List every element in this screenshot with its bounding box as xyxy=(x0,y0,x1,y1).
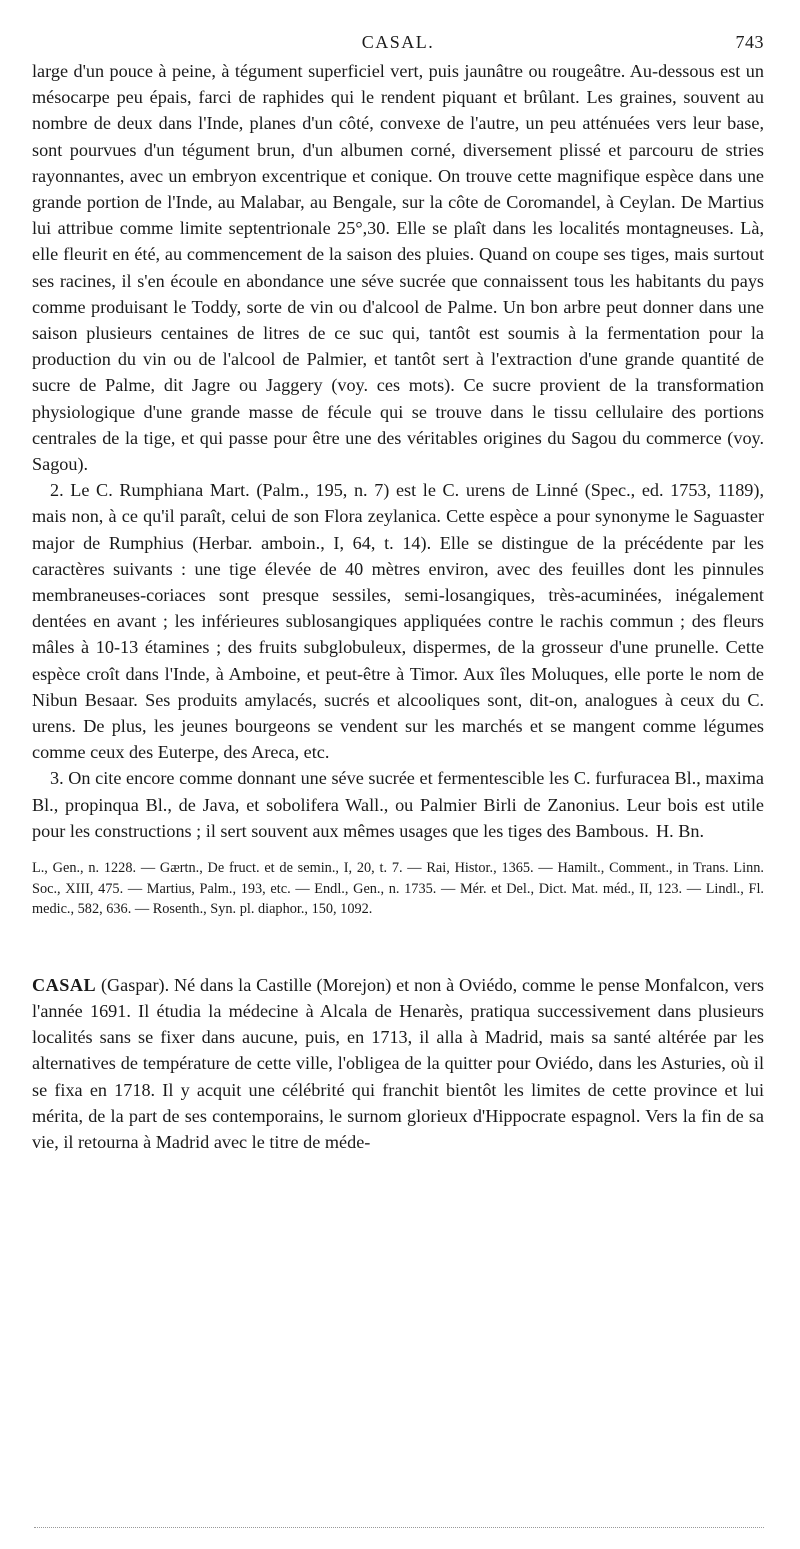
entry-casal xyxy=(32,972,764,1155)
entry-headword: CASAL xyxy=(32,974,97,995)
paragraph-caryota-urens-continued: large d'un pouce à peine, à tégument superficiel vert, puis jaunâtre ou rougeâtre. Au-dessous est un mésocarpe peu épais, farci de raphides qui le rendent piquant et brûlant. Les graines, souvent au nombre de deux dans l'Inde, planes d'un côté, convexe de l'autre, un peu atténuées vers leur base, sont pourvues d'un tégument brun, d'un albumen corné, diversement plissé et parcouru de stries rayonnantes, avec un embryon excentrique et conique. On trouve cette magnifique espèce dans une grande portion de l'Inde, au Malabar, au Bengale, sur la côte de Coromandel, à Ceylan. De Martius lui attribue comme limite septentrionale 25°,30. Elle se plaît dans les localités montagneuses. Là, elle fleurit en été, au commencement de la saison des pluies. Quand on coupe ses tiges, mais surtout ses racines, il s'en écoule en abondance une séve sucrée que connaissent tous les habitants du pays comme produisant le Toddy, sorte de vin ou d'alcool de Palme. Un bon arbre peut donner dans une saison plusieurs centaines de litres de ce suc qui, tantôt est soumis à la fermentation pour la production du vin ou de l'alcool de Palmier, et tantôt sert à l'extraction d'une grande quantité de sucre de Palme, dit Jagre ou Jaggery (voy. ces mots). Ce sucre provient de la transformation physiologique d'une grande masse de fécule qui se trouve dans le tissu cellulaire des portions centrales de la tige, et qui passe pour être une des véritables origines du Sagou du commerce (voy. Sagou). xyxy=(32,61,764,475)
author-signature: H. Bn. xyxy=(656,821,704,842)
entry-body: (Gaspar). Né dans la Castille (Morejon) et non à Oviédo, comme le pense Monfalcon, vers l'année 1691. Il étudia la médecine à Alcala de Henarès, pratiqua successivement dans plusieurs localités sans se fixer dans aucune, puis, en 1713, il alla à Madrid, mais sa santé altérée par les alternatives de température de cette ville, l'obligea de la quitter pour Oviédo, dans les Asturies, où il se fixa en 1718. Il y acquit une célébrité qui franchit bientôt les limites de cette province et lui mérita, de la part de ses contemporains, le surnom glorieux d'Hippocrate espagnol. Vers la fin de sa vie, il retourna à Madrid avec le titre de méde- xyxy=(32,974,764,1153)
page xyxy=(32,28,764,1155)
bibliography: L., Gen., n. 1228. — Gærtn., De fruct. et de semin., I, 20, t. 7. — Rai, Histor., 1365. — Hamilt., Comment., in Trans. Linn. Soc., XIII, 475. — Martius, Palm., 193, etc. — Endl., Gen., n. 1735. — Mér. et Del., Dict. Mat. méd., II, 123. — Lindl., Fl. medic., 582, 636. — Rosenth., Syn. pl. diaphor., 150, 1092. xyxy=(32,860,764,918)
running-title: CASAL. xyxy=(361,32,435,52)
paragraph-other-species: 3. On cite encore comme donnant une séve sucrée et fermentescible les C. furfuracea Bl., maxima Bl., propinqua Bl., de Java, et sobolifera Wall., ou Palmier Birli de Zanonius. Leur bois est utile pour les constructions ; il sert souvent aux mêmes usages que les tiges des Bambous. xyxy=(32,768,764,841)
running-header xyxy=(32,28,764,58)
paragraph-caryota-rumphiana: 2. Le C. Rumphiana Mart. (Palm., 195, n. 7) est le C. urens de Linné (Spec., ed. 1753, 1189), mais non, à ce qu'il paraît, celui de son Flora zeylanica. Cette espèce a pour synonyme le Saguaster major de Rumphius (Herbar. amboin., I, 64, t. 14). Elle se distingue de la précédente par les caractères suivants : une tige élevée de 40 mètres environ, avec des feuilles dont les pinnules membraneuses-coriaces sont presque sessiles, semi-losangiques, très-acuminées, inégalement dentées en avant ; les inférieures sublosangiques appliquées contre le rachis commun ; des fleurs mâles à 10-13 étamines ; des fruits subglobuleux, dispermes, de la grosseur d'une prunelle. Cette espèce croît dans l'Inde, à Amboine, et peut-être à Timor. Aux îles Moluques, elle porte le nom de Nibun Besaar. Ses produits amylacés, sucrés et alcooliques sont, dit-on, analogues à ceux du C. urens. De plus, les jeunes bourgeons se vendent sur les marchés et se mangent comme légumes comme ceux des Euterpe, des Areca, etc. xyxy=(32,480,764,763)
page-number: 743 xyxy=(735,32,764,52)
footer-rule xyxy=(34,1527,764,1528)
